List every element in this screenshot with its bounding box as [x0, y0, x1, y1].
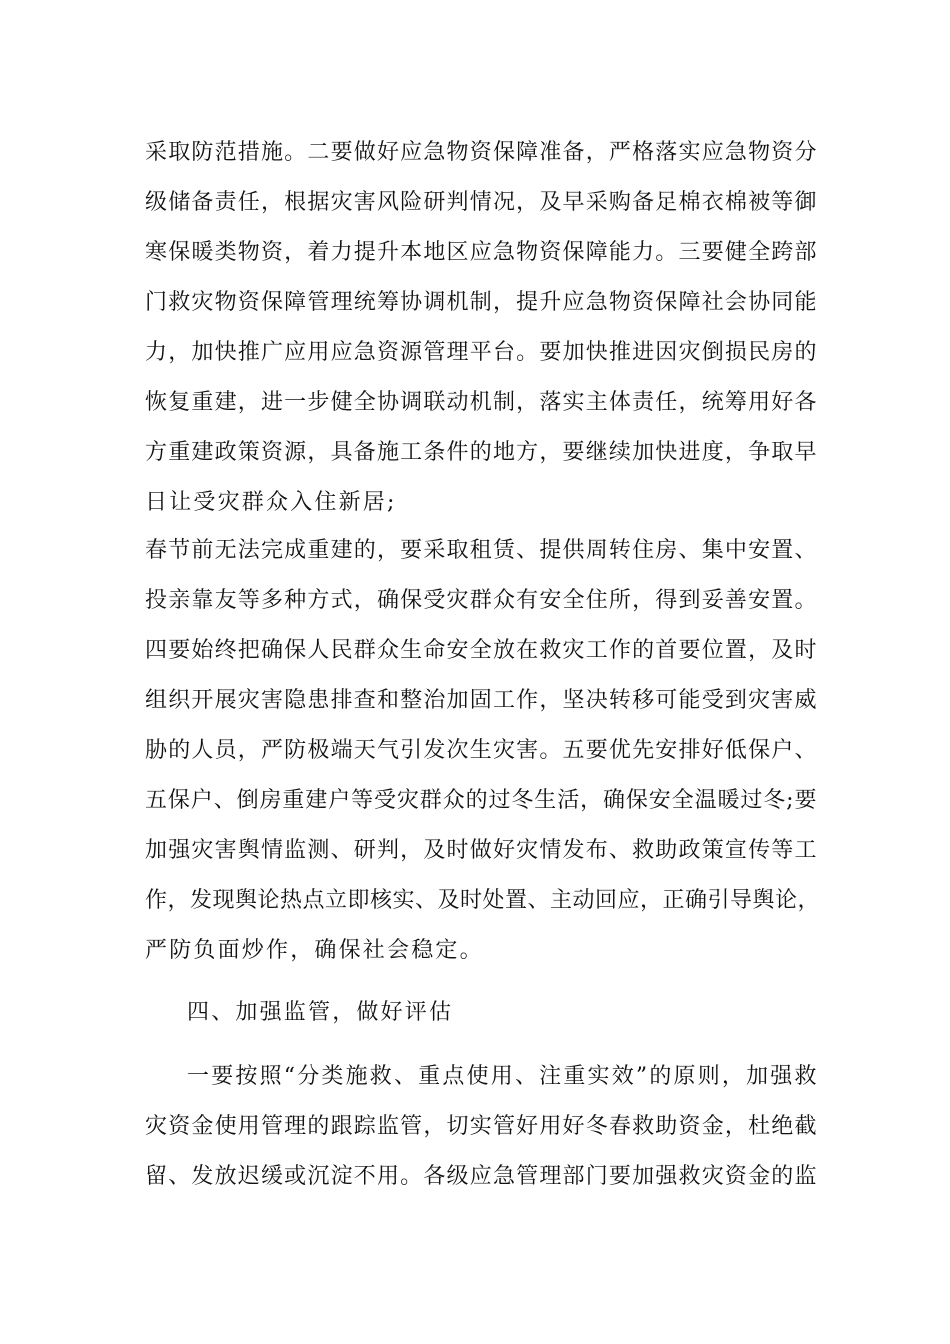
paragraph-line: 力，加快推广应用应急资源管理平台。要加快推进因灾倒损民房的	[145, 340, 817, 365]
paragraph-line: 投亲靠友等多种方式，确保受灾群众有安全住所，得到妥善安置。	[145, 588, 817, 613]
paragraph-line: 留、发放迟缓或沉淀不用。各级应急管理部门要加强救灾资金的监	[145, 1164, 817, 1189]
paragraph-line: 四要始终把确保人民群众生命安全放在救灾工作的首要位置，及时	[145, 638, 817, 663]
paragraph-line: 门救灾物资保障管理统筹协调机制，提升应急物资保障社会协同能	[145, 290, 817, 315]
paragraph-line: 一要按照“分类施救、重点使用、注重实效”的原则，加强救	[187, 1064, 817, 1089]
paragraph-line: 寒保暖类物资，着力提升本地区应急物资保障能力。三要健全跨部	[145, 240, 817, 265]
paragraph-line: 恢复重建，进一步健全协调联动机制，落实主体责任，统筹用好各	[145, 390, 817, 415]
paragraph-line: 灾资金使用管理的跟踪监管，切实管好用好冬春救助资金，杜绝截	[145, 1114, 817, 1139]
paragraph-line: 作，发现舆论热点立即核实、及时处置、主动回应，正确引导舆论，	[145, 888, 821, 913]
section-heading: 四、加强监管，做好评估	[187, 1000, 454, 1025]
paragraph-line: 组织开展灾害隐患排查和整治加固工作，坚决转移可能受到灾害威	[145, 688, 817, 713]
paragraph-line: 采取防范措施。二要做好应急物资保障准备，严格落实应急物资分	[145, 140, 817, 165]
paragraph-line: 严防负面炒作，确保社会稳定。	[145, 938, 484, 963]
paragraph-line: 加强灾害舆情监测、研判，及时做好灾情发布、救助政策宣传等工	[145, 838, 817, 863]
paragraph-line: 胁的人员，严防极端天气引发次生灾害。五要优先安排好低保户、	[145, 738, 817, 763]
paragraph-line: 五保户、倒房重建户等受灾群众的过冬生活，确保安全温暖过冬;要	[145, 788, 817, 813]
paragraph-line: 级储备责任，根据灾害风险研判情况，及早采购备足棉衣棉被等御	[145, 190, 817, 215]
paragraph-line: 日让受灾群众入住新居;	[145, 490, 397, 515]
paragraph-line: 方重建政策资源，具备施工条件的地方，要继续加快进度，争取早	[145, 440, 817, 465]
paragraph-line: 春节前无法完成重建的，要采取租赁、提供周转住房、集中安置、	[145, 538, 817, 563]
